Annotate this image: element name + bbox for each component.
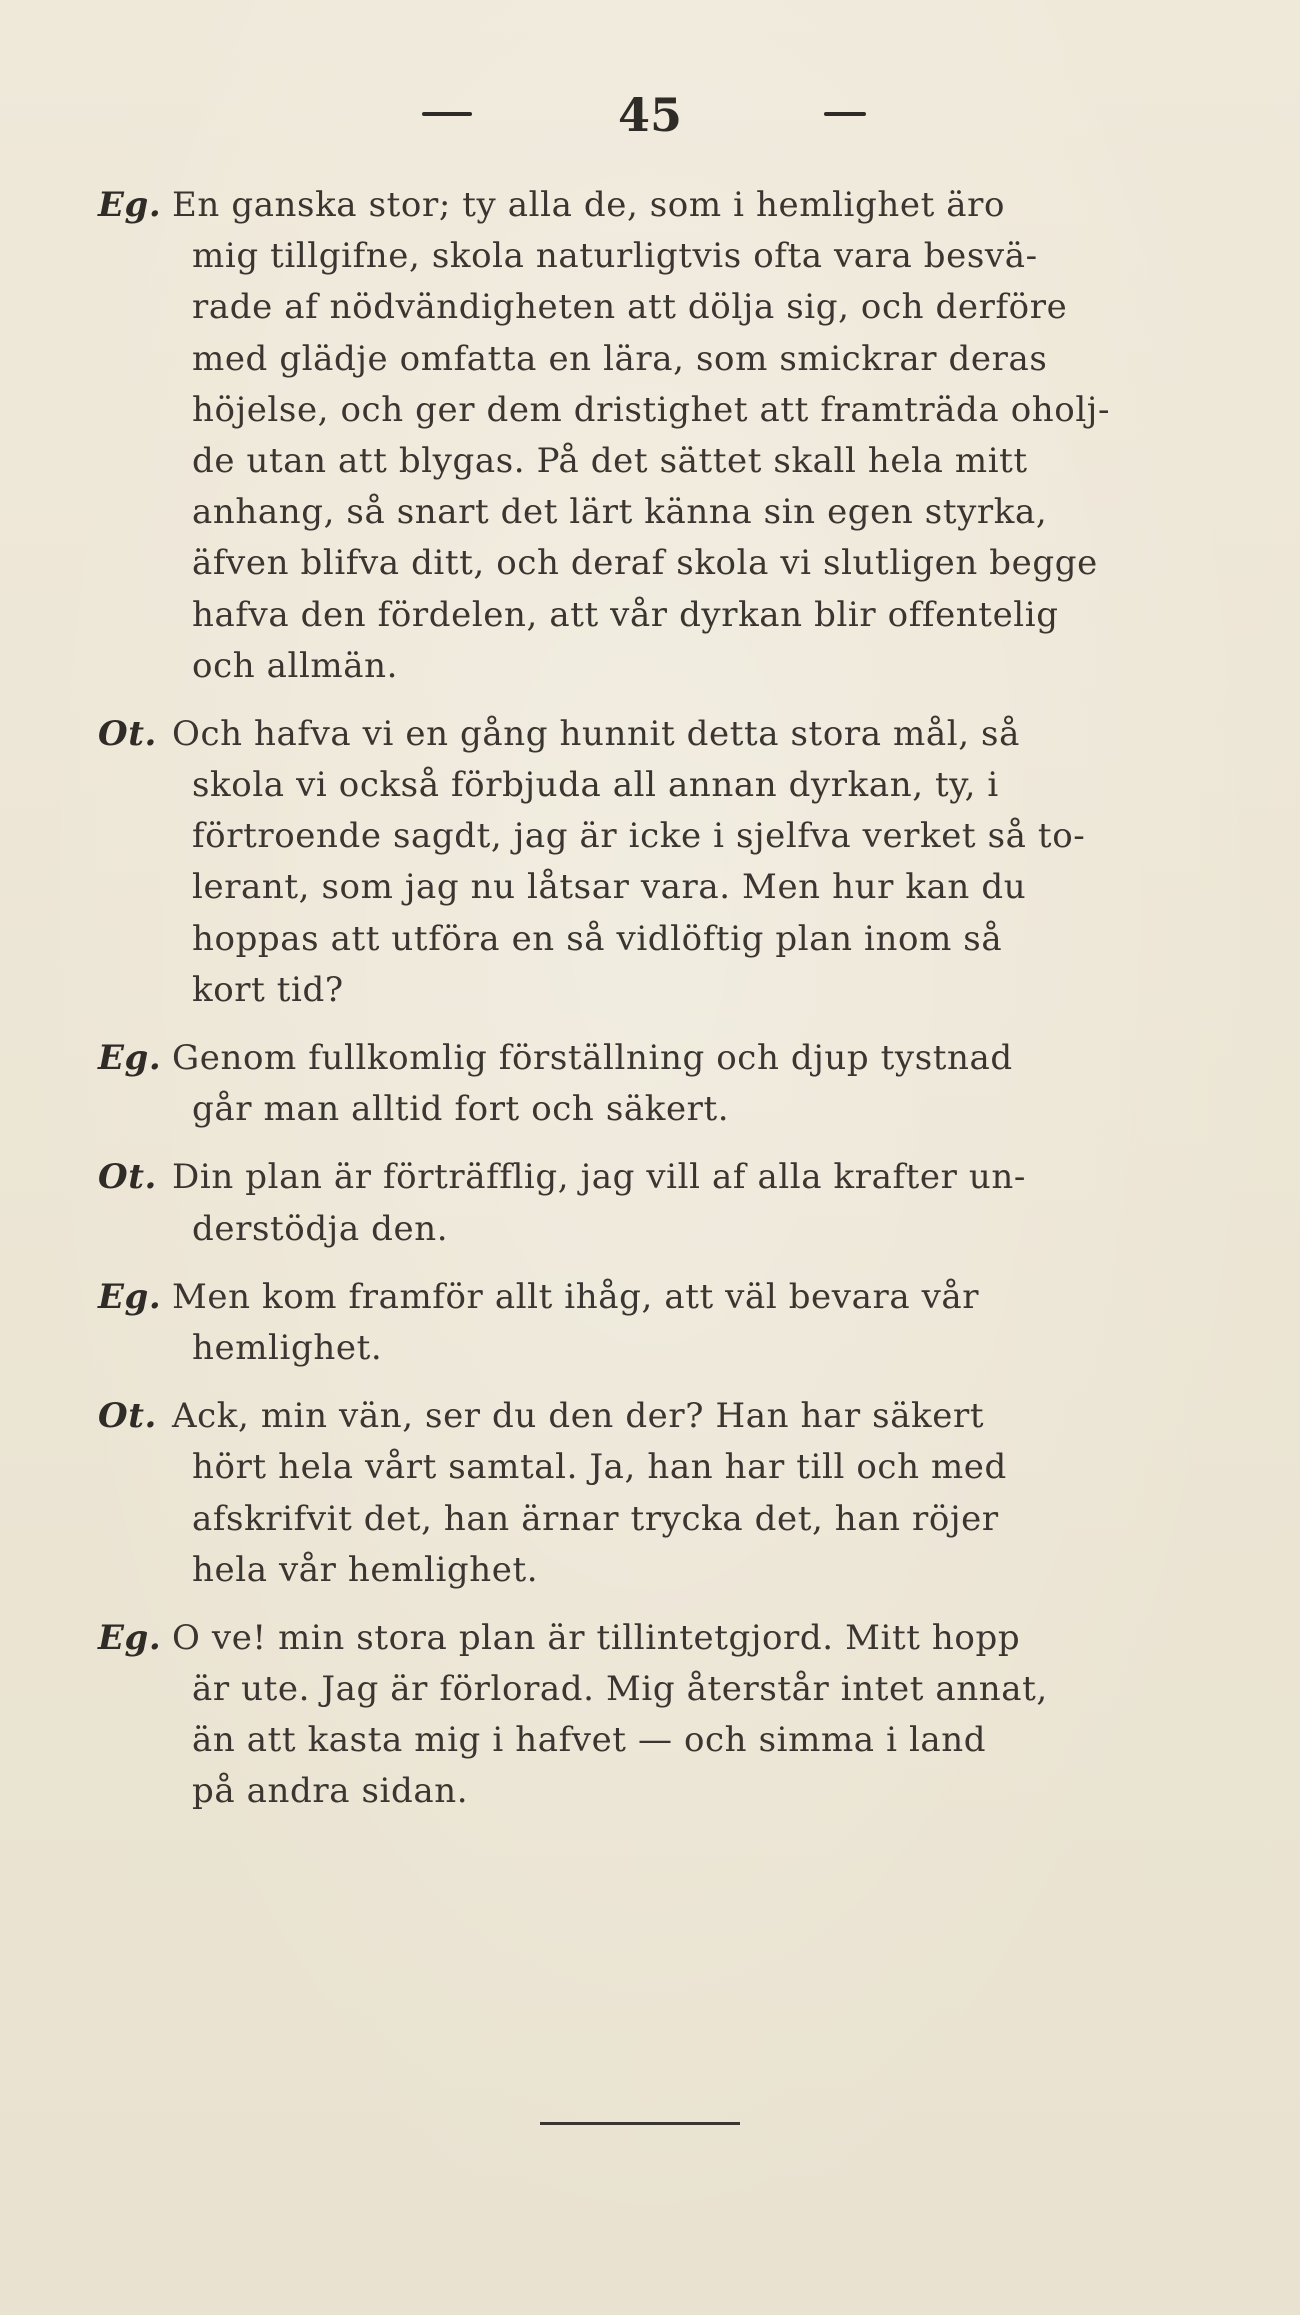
speaker-label: Eg. [98,185,162,225]
text-line [178,965,1208,1016]
dialogue-entry [98,1152,1208,1254]
text-line [178,1664,1208,1715]
line-text: på andra sidan. [192,1771,469,1812]
text-line [178,282,1208,333]
speaker-label: Ot. [98,1396,157,1437]
text-line [178,385,1208,436]
speaker-label: Ot. [98,713,157,754]
dialogue-entry [98,709,1208,1016]
text-line [98,1152,1208,1203]
text-line [178,590,1208,641]
line-text: och allmän. [192,645,399,686]
text-line [178,1715,1208,1766]
line-text: hemlighet. [192,1327,383,1368]
speaker-label: Eg. [98,1276,162,1317]
text-line [178,914,1208,965]
dialogue-entry [98,1033,1208,1135]
line-text: lerant, som jag nu låtsar vara. Men hur kan du [192,867,1027,908]
text-line [178,334,1208,385]
text-line [178,1545,1208,1596]
line-text: hafva den fördelen, att vår dyrkan blir offentelig [192,594,1059,635]
speaker-label: Ot. [98,1157,157,1198]
header-dash-left [422,112,472,116]
line-text: Genom fullkomlig förställning och djup tystnad [172,1038,1013,1078]
line-text: är ute. Jag är förlorad. Mig återstår intet annat, [192,1669,1048,1710]
text-line [178,862,1208,913]
text-line [98,709,1208,760]
text-line [178,760,1208,811]
text-line [98,180,1208,231]
text-line [98,1391,1208,1442]
line-text: anhang, så snart det lärt känna sin egen styrka, [192,492,1048,533]
line-text: rade af nödvändigheten att dölja sig, och derföre [192,287,1068,328]
line-text: Men kom framför allt ihåg, att väl bevara vår [172,1276,980,1317]
page-number: 45 [617,88,682,142]
dialogue-entry [98,1613,1208,1818]
text-line [178,1442,1208,1493]
text-line [178,1494,1208,1545]
text-line [178,436,1208,487]
text-line [178,1323,1208,1374]
speaker-label: Eg. [98,1617,162,1658]
closing-rule [540,2122,740,2125]
text-line [178,1084,1208,1135]
line-text: skola vi också förbjuda all annan dyrkan, ty, i [192,765,999,806]
line-text: Och hafva vi en gång hunnit detta stora mål, så [172,713,1020,754]
line-text: O ve! min stora plan är tillintetgjord. Mitt hopp [172,1617,1021,1658]
line-text: äfven blifva ditt, och deraf skola vi slutligen begge [192,543,1098,584]
dialogue-entry [98,1272,1208,1374]
dialogue-entry [98,1391,1208,1596]
line-text: afskrifvit det, han ärnar trycka det, han röjer [192,1498,999,1539]
text-line [98,1033,1208,1084]
line-text: mig tillgifne, skola naturligtvis ofta vara besvä- [192,236,1038,277]
text-line [178,231,1208,282]
line-text: hört hela vårt samtal. Ja, han har till och med [192,1447,1007,1488]
text-line [178,811,1208,862]
text-line [98,1613,1208,1664]
line-text: går man alltid fort och säkert. [192,1089,730,1130]
line-text: med glädje omfatta en lära, som smickrar deras [192,338,1048,379]
line-text: hoppas att utföra en så vidlöftig plan inom så [192,918,1003,959]
text-line [98,1272,1208,1323]
text-line [178,641,1208,692]
header-dash-right [824,112,866,116]
line-text: derstödja den. [192,1208,449,1249]
text-line [178,487,1208,538]
line-text: förtroende sagdt, jag är icke i sjelfva verket så to- [192,816,1086,857]
text-line [178,538,1208,589]
dialogue-text [98,180,1208,1835]
speaker-label: Eg. [98,1038,162,1078]
text-line [178,1766,1208,1817]
line-text: än att kasta mig i hafvet — och simma i land [192,1720,987,1761]
line-text: höjelse, och ger dem dristighet att framträda oholj- [192,389,1111,430]
line-text: En ganska stor; ty alla de, som i hemlighet äro [172,185,1006,225]
line-text: de utan att blygas. På det sättet skall hela mitt [192,440,1028,481]
line-text: Ack, min vän, ser du den der? Han har säkert [172,1396,985,1437]
page-header [0,88,1300,142]
text-line [178,1204,1208,1255]
dialogue-entry [98,180,1208,692]
line-text: Din plan är förträfflig, jag vill af alla krafter un- [172,1157,1026,1198]
line-text: hela vår hemlighet. [192,1549,539,1590]
line-text: kort tid? [192,969,344,1010]
